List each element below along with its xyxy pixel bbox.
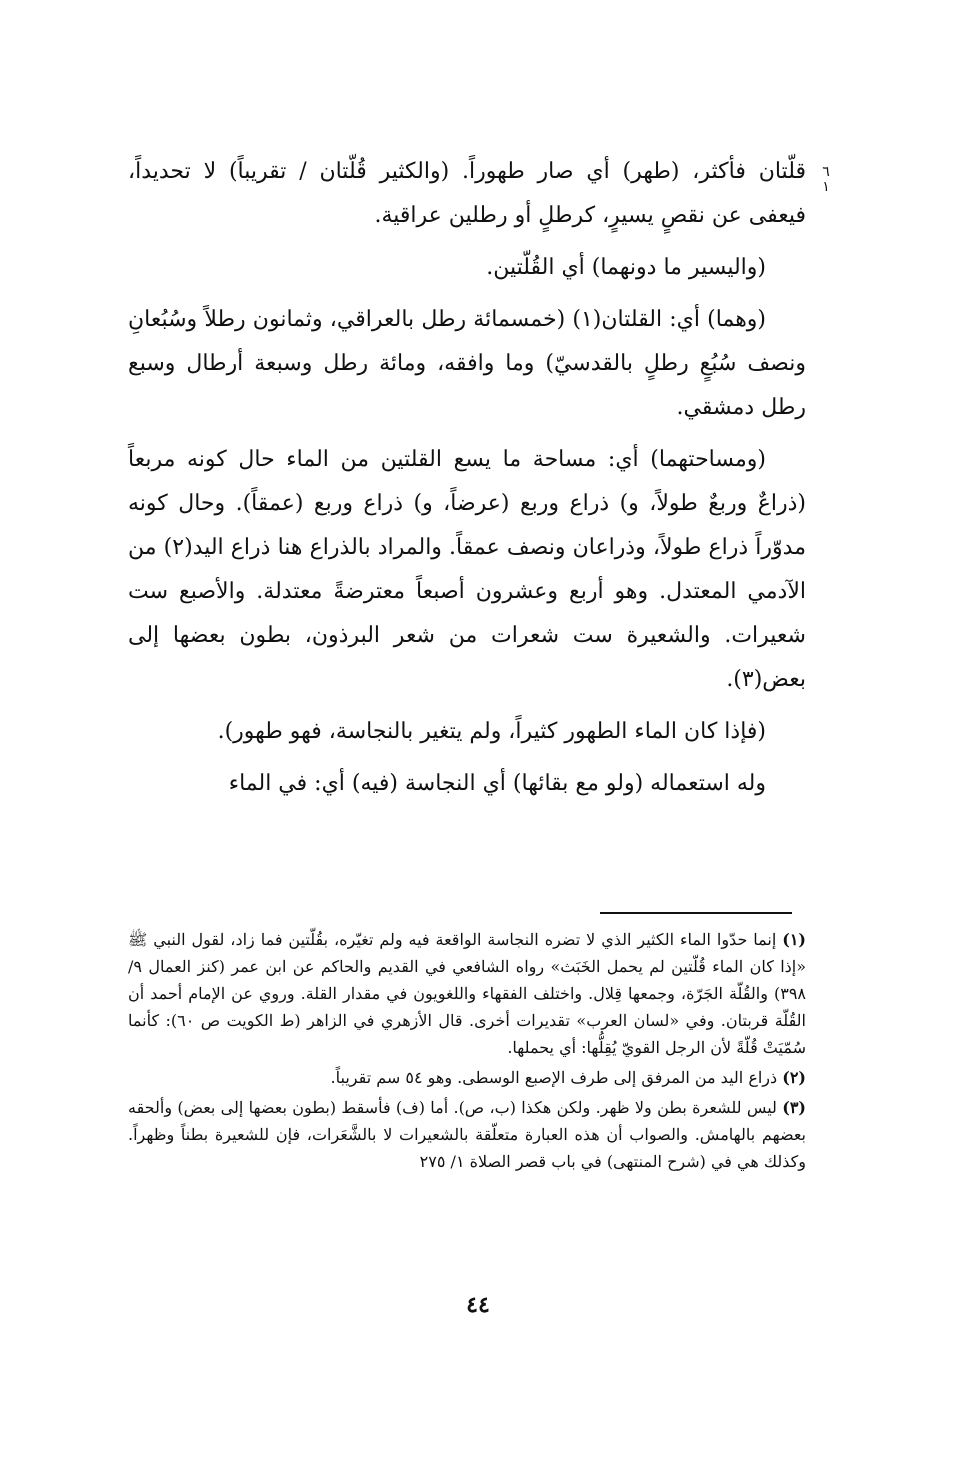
- paragraph: وله استعماله (ولو مع بقائها) أي النجاسة (فيه) أي: في الماء: [228, 771, 766, 796]
- paragraph: (واليسير ما دونهما) أي القُلّتين.: [486, 255, 766, 280]
- footnote-text: ليس للشعرة بطن ولا ظهر. ولكن هكذا (ب، ص). أما (ف) فأسقط (بطون بعضها إلى بعض) وألحقه بعضهم بالهامش. والصواب أن هذه العبارة متعلّقة بالشعيرات لا بالشَّعَرات، فإن للشعيرة بطناً وظهراً. وكذلك هي في (شرح المنتهى) في باب قصر الصلاة ١/ ٢٧٥: [128, 1098, 806, 1171]
- margin-reference: [815, 165, 837, 195]
- paragraph: (وهما) أي: القلتان(١) (خمسمائة رطل بالعراقي، وثمانون رطلاً وسُبُعانِ ونصف سُبُعٍ رطلٍ بالقدسيّ) وما وافقه، ومائة رطل وسبعة أرطال وسبع رطل دمشقي.: [128, 307, 806, 420]
- paragraph: (فإذا كان الماء الطهور كثيراً، ولم يتغير بالنجاسة، فهو طهور).: [217, 719, 766, 744]
- margin-reference-line-2: ١: [822, 179, 830, 195]
- footnote-text: ذراع اليد من المرفق إلى طرف الإصبع الوسطى. وهو ٥٤ سم تقريباً.: [330, 1068, 778, 1087]
- footnote-text: إنما حدّوا الماء الكثير الذي لا تضره النجاسة الواقعة فيه ولم تغيّره، بقُلّتين فما زاد، لقول النبي ﷺ «إذا كان الماء قُلّتين لم يحمل الخَبَث» رواه الشافعي في القديم والحاكم عن ابن عمر (كنز العمال ٩/ ٣٩٨) والقُلّة الجَرّة، وجمعها قِلال. واختلف الفقهاء واللغويون في مقدار القلة. وروي عن الإمام أحمد أن القُلّة قربتان. وفي «لسان العرب» تقديرات أخرى. قال الأزهري في الزاهر (ط الكويت ص ٦٠): كأنما سُمّيَتْ قُلّةً لأن الرجل القويّ يُقِلُّها: أي يحملها.: [128, 930, 806, 1057]
- footnote-number: (٣): [782, 1098, 806, 1117]
- footnote-separator: [600, 912, 792, 914]
- page-number: ٤٤: [466, 1292, 490, 1318]
- footnote-number: (٢): [782, 1068, 806, 1087]
- footnote: [128, 926, 806, 1061]
- main-text: [128, 150, 806, 814]
- paragraph: قلّتان فأكثر، (طهر) أي صار طهوراً. (والكثير قُلّتان / تقريباً) لا تحديداً، فيعفى عن نقصٍ يسيرٍ، كرطلٍ أو رطلين عراقية.: [128, 159, 806, 228]
- footnote-number: (١): [782, 930, 806, 949]
- margin-reference-line-1: ٦: [822, 164, 830, 180]
- paragraph: (ومساحتهما) أي: مساحة ما يسع القلتين من الماء حال كونه مربعاً (ذراعٌ وربعٌ طولاً، و) ذراع وربع (عرضاً، و) ذراع وربع (عمقاً). وحال كونه مدوّراً ذراع طولاً، وذراعان ونصف عمقاً. والمراد بالذراع هنا ذراع اليد(٢) من الآدمي المعتدل. وهو أربع وعشرون أصبعاً معترضةً معتدلة. والأصبع ست شعيرات. والشعيرة ست شعرات من شعر البرذون، بطون بعضها إلى بعض(٣).: [128, 447, 806, 692]
- footnote: [128, 1064, 806, 1091]
- footnote: [128, 1094, 806, 1175]
- footnotes: [128, 926, 806, 1175]
